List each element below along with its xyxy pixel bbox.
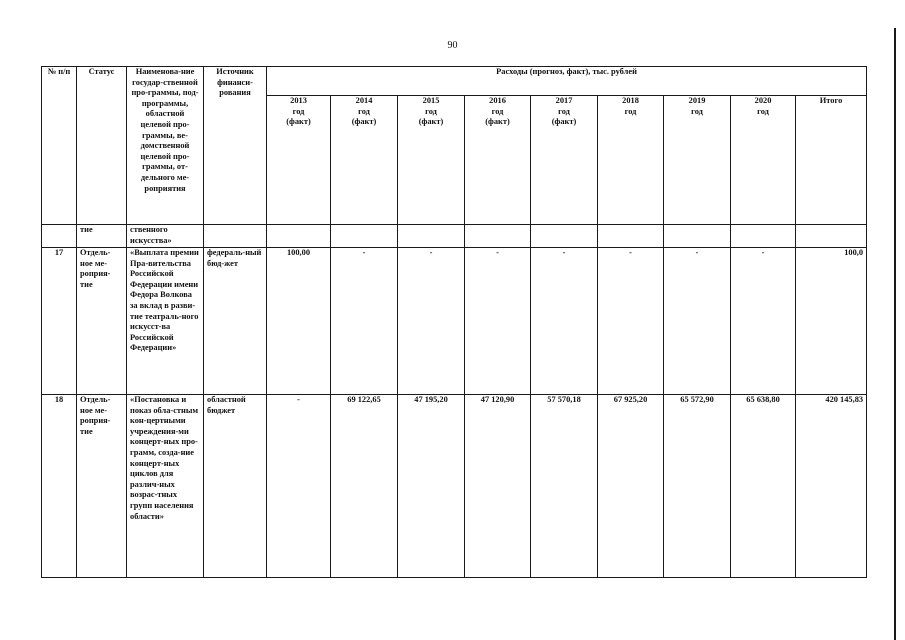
row-status: Отдель-ное ме-роприя-тие xyxy=(77,395,127,578)
row-total: 100,0 xyxy=(796,248,867,395)
row-value-2015: 47 195,20 xyxy=(398,395,465,578)
continuation-row xyxy=(42,225,867,248)
row-value-2018: 67 925,20 xyxy=(598,395,664,578)
row-name: «Выплата премии Пра-вительства Российской Федерации имени Федора Волкова за вклад в разви-тие театраль-ного искусст-ва Российской Федерации» xyxy=(127,248,204,395)
header-year-2013: 2013 год (факт) xyxy=(267,96,331,225)
continuation-name: ственного искусства» xyxy=(127,225,204,248)
header-num: № п/п xyxy=(42,67,77,225)
header-row-top xyxy=(42,67,867,96)
header-year-2019: 2019 год xyxy=(664,96,731,225)
row-value-2015: - xyxy=(398,248,465,395)
table-row xyxy=(42,248,867,395)
header-year-2017: 2017 год (факт) xyxy=(531,96,598,225)
row-source: федераль-ный бюд-жет xyxy=(204,248,267,395)
page-number: 90 xyxy=(447,40,458,51)
continuation-status: тие xyxy=(77,225,127,248)
header-year-2020: 2020 год xyxy=(731,96,796,225)
row-value-2016: 47 120,90 xyxy=(465,395,531,578)
row-value-2016: - xyxy=(465,248,531,395)
row-value-2019: - xyxy=(664,248,731,395)
row-status: Отдель-ное ме-роприя-тие xyxy=(77,248,127,395)
budget-table xyxy=(41,66,867,578)
row-value-2013: - xyxy=(267,395,331,578)
row-value-2013: 100,00 xyxy=(267,248,331,395)
row-value-2020: 65 638,80 xyxy=(731,395,796,578)
row-value-2019: 65 572,90 xyxy=(664,395,731,578)
header-status: Статус xyxy=(77,67,127,225)
row-source: областной бюджет xyxy=(204,395,267,578)
header-year-2014: 2014 год (факт) xyxy=(331,96,398,225)
header-source: Источник финанси-рования xyxy=(204,67,267,225)
row-value-2017: 57 570,18 xyxy=(531,395,598,578)
header-year-2015: 2015 год (факт) xyxy=(398,96,465,225)
table-row xyxy=(42,395,867,578)
row-value-2014: - xyxy=(331,248,398,395)
header-expenses: Расходы (прогноз, факт), тыс. рублей xyxy=(267,67,867,96)
row-total: 420 145,83 xyxy=(796,395,867,578)
row-num: 18 xyxy=(42,395,77,578)
row-name: «Постановка и показ обла-стным кон-цертными учреждения-ми концерт-ных про-грамм, созда-ние концерт-ных циклов для различ-ных возрас-тных групп населения области» xyxy=(127,395,204,578)
header-total: Итого xyxy=(796,96,867,225)
row-value-2018: - xyxy=(598,248,664,395)
margin-rule xyxy=(894,28,896,640)
row-value-2014: 69 122,65 xyxy=(331,395,398,578)
row-num: 17 xyxy=(42,248,77,395)
header-name: Наименова-ние государ-ственной про-граммы, под-программы, областной целевой про-граммы, ве-домственной целевой про-граммы, от-дельного ме-роприятия xyxy=(127,67,204,225)
row-value-2020: - xyxy=(731,248,796,395)
header-year-2016: 2016 год (факт) xyxy=(465,96,531,225)
header-year-2018: 2018 год xyxy=(598,96,664,225)
row-value-2017: - xyxy=(531,248,598,395)
